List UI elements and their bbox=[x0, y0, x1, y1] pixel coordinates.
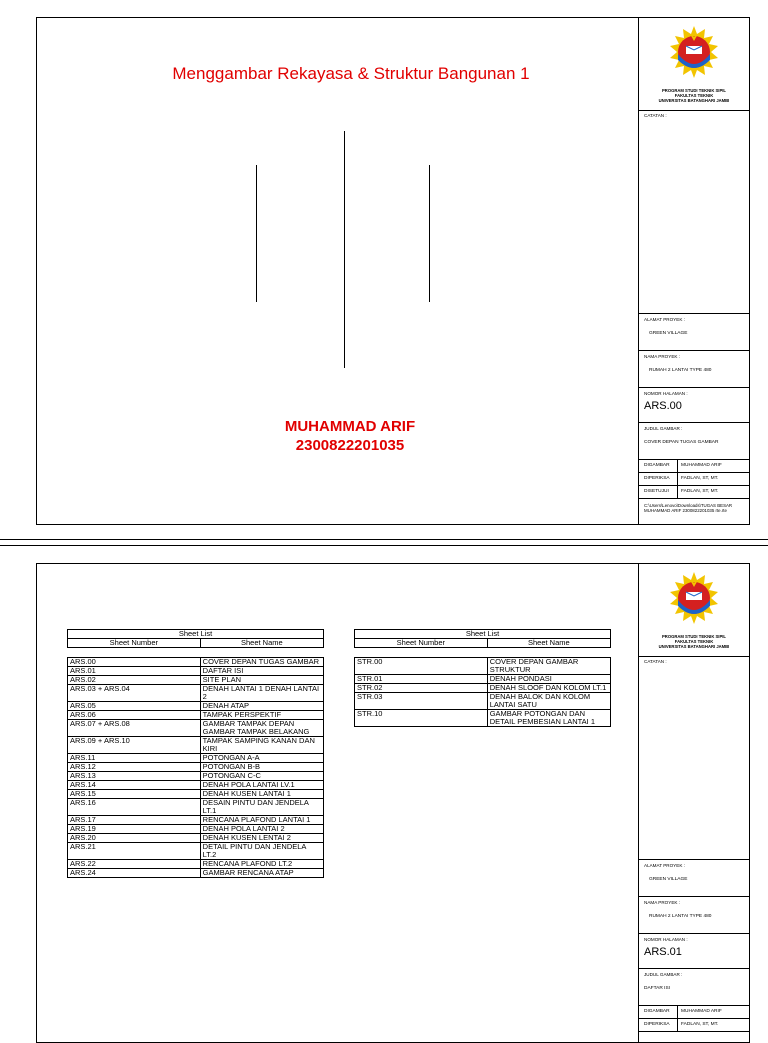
sheet-name-cell: POTONGAN C-C bbox=[200, 772, 323, 781]
sheet-name-cell: DETAIL PINTU DAN JENDELA LT.2 bbox=[200, 843, 323, 860]
sheet-number-cell: ARS.12 bbox=[68, 763, 201, 772]
table-row bbox=[68, 843, 324, 860]
digambar-label: DIGAMBAR bbox=[644, 463, 670, 468]
sheet-name-cell: DENAH LANTAI 1 DENAH LANTAI 2 bbox=[200, 685, 323, 702]
alamat-label: ALAMAT PROYEK : bbox=[644, 317, 685, 322]
nama-proyek-label: NAMA PROYEK : bbox=[644, 354, 680, 359]
sheet-number-cell: ARS.03 + ARS.04 bbox=[68, 685, 201, 702]
judul-label: JUDUL GAMBAR : bbox=[644, 426, 683, 431]
column-header-name: Sheet Name bbox=[200, 639, 323, 648]
table-row bbox=[68, 667, 324, 676]
sheet-number-cell: ARS.01 bbox=[68, 667, 201, 676]
table-title: Sheet List bbox=[68, 630, 324, 639]
table-row bbox=[68, 754, 324, 763]
sheet-name-cell: POTONGAN B-B bbox=[200, 763, 323, 772]
column-header-number: Sheet Number bbox=[355, 639, 488, 648]
judul-value: DAFTAR ISI bbox=[644, 986, 671, 991]
nomor-section-2 bbox=[639, 933, 749, 969]
table-row bbox=[68, 720, 324, 737]
diperiksa-value: FADLAN, ST, MT. bbox=[681, 476, 719, 481]
judul-section bbox=[639, 422, 749, 460]
sheet-name-cell: COVER DEPAN TUGAS GAMBAR bbox=[200, 658, 323, 667]
judul-value: COVER DEPAN TUGAS GAMBAR bbox=[644, 440, 719, 445]
table-row bbox=[68, 763, 324, 772]
university-name bbox=[639, 88, 749, 103]
sheet-name-cell: POTONGAN A-A bbox=[200, 754, 323, 763]
divider-line-center bbox=[344, 131, 345, 368]
sheet-number-cell: STR.02 bbox=[355, 684, 488, 693]
sheet-number-cell: ARS.17 bbox=[68, 816, 201, 825]
nomor-section bbox=[639, 387, 749, 423]
sheet-number-cell: ARS.16 bbox=[68, 799, 201, 816]
table-body-str bbox=[355, 658, 611, 727]
faculty-name: FAKULTAS TEKNIK bbox=[674, 93, 714, 98]
sheet-name-cell: DENAH KUSEN LENTAI 2 bbox=[200, 834, 323, 843]
sheet-name-cell: GAMBAR TAMPAK DEPAN GAMBAR TAMPAK BELAKANG bbox=[200, 720, 323, 737]
logo-section-2 bbox=[639, 564, 749, 657]
sheet-number-cell: ARS.20 bbox=[68, 834, 201, 843]
sheet-name-cell: DESAIN PINTU DAN JENDELA LT.1 bbox=[200, 799, 323, 816]
nama-proyek-value: RUMAH 2 LANTAI TYPE 480 bbox=[649, 368, 712, 373]
diperiksa-value: FADLAN, ST, MT. bbox=[681, 1022, 719, 1027]
digambar-value: MUHAMMAD ARIF bbox=[681, 463, 722, 468]
university-name-line: UNIVERSITAS BATANGHARI JAMBI bbox=[658, 644, 730, 649]
university-logo-icon bbox=[666, 570, 722, 626]
table-body-ars bbox=[68, 658, 324, 878]
sheet-number-cell: ARS.05 bbox=[68, 702, 201, 711]
table-row bbox=[68, 702, 324, 711]
sheet-number-cell: ARS.24 bbox=[68, 869, 201, 878]
sheet-number-cell: STR.10 bbox=[355, 710, 488, 727]
nama-proyek-section-2 bbox=[639, 896, 749, 934]
title-block-2 bbox=[638, 564, 749, 1042]
diperiksa-label: DIPERIKSA bbox=[644, 476, 670, 481]
alamat-value: GREEN VILLAGE bbox=[649, 877, 688, 882]
disetujui-label: DISETUJUI bbox=[644, 489, 669, 494]
judul-label: JUDUL GAMBAR : bbox=[644, 972, 683, 977]
table-row bbox=[68, 869, 324, 878]
nama-proyek-label: NAMA PROYEK : bbox=[644, 900, 680, 905]
digambar-row bbox=[639, 459, 749, 473]
judul-section-2 bbox=[639, 968, 749, 1006]
nama-proyek-section bbox=[639, 350, 749, 388]
alamat-section bbox=[639, 313, 749, 351]
sheet-name-cell: GAMBAR RENCANA ATAP bbox=[200, 869, 323, 878]
sheet-number-cell: ARS.00 bbox=[68, 658, 201, 667]
sheet-number-cell: ARS.22 bbox=[68, 860, 201, 869]
table-row bbox=[68, 737, 324, 754]
cover-title: Menggambar Rekayasa & Struktur Bangunan 1 bbox=[172, 64, 530, 83]
disetujui-row bbox=[639, 485, 749, 499]
table-row bbox=[68, 658, 324, 667]
catatan-label: CATATAN : bbox=[644, 659, 667, 664]
sheet-number-cell: ARS.21 bbox=[68, 843, 201, 860]
sheet-name-cell: GAMBAR POTONGAN DAN DETAIL PEMBESIAN LANTAI 1 bbox=[487, 710, 610, 727]
digambar-row-2 bbox=[639, 1005, 749, 1019]
sheet-name-cell: TAMPAK SAMPING KANAN DAN KIRI bbox=[200, 737, 323, 754]
table-row bbox=[355, 658, 611, 675]
file-path: C:\Users\Lenovo\Downloads\TUGAS BESAR MUHAMMAD ARIF 2300822201035 rte.rte bbox=[644, 503, 733, 513]
sheet-number-cell: ARS.09 + ARS.10 bbox=[68, 737, 201, 754]
catatan-label: CATATAN : bbox=[644, 113, 667, 118]
digambar-label: DIGAMBAR bbox=[644, 1009, 670, 1014]
program-name: PROGRAM STUDI TEKNIK SIPIL bbox=[662, 88, 726, 93]
sheet-number-cell: ARS.07 + ARS.08 bbox=[68, 720, 201, 737]
sheet-number-cell: ARS.13 bbox=[68, 772, 201, 781]
sheet-name-cell: DAFTAR ISI bbox=[200, 667, 323, 676]
sheet-number-cell: STR.03 bbox=[355, 693, 488, 710]
alamat-value: GREEN VILLAGE bbox=[649, 331, 688, 336]
sheet-name-cell: DENAH POLA LANTAI 2 bbox=[200, 825, 323, 834]
sheet-name-cell: DENAH BALOK DAN KOLOM LANTAI SATU bbox=[487, 693, 610, 710]
column-header-name: Sheet Name bbox=[487, 639, 610, 648]
sheet-daftar-isi bbox=[0, 545, 768, 1027]
author-name: MUHAMMAD ARIF bbox=[284, 418, 416, 435]
disetujui-value: FADLAN, ST, MT. bbox=[681, 489, 719, 494]
sheet-list-table-str bbox=[354, 629, 611, 727]
column-header-number: Sheet Number bbox=[68, 639, 201, 648]
divider-line-left bbox=[256, 165, 257, 302]
nomor-label: NOMOR HALAMAN : bbox=[644, 937, 688, 942]
sheet-list-table-ars bbox=[67, 629, 324, 878]
nomor-label: NOMOR HALAMAN : bbox=[644, 391, 688, 396]
sheet-name-cell: DENAH SLOOF DAN KOLOM LT.1 bbox=[487, 684, 610, 693]
sheet-name-cell: DENAH ATAP bbox=[200, 702, 323, 711]
alamat-label: ALAMAT PROYEK : bbox=[644, 863, 685, 868]
title-block bbox=[638, 18, 749, 524]
table-row bbox=[355, 710, 611, 727]
table-row bbox=[68, 816, 324, 825]
page-number: ARS.01 bbox=[644, 946, 682, 958]
faculty-name: FAKULTAS TEKNIK bbox=[674, 639, 714, 644]
alamat-section-2 bbox=[639, 859, 749, 897]
page-number: ARS.00 bbox=[644, 400, 682, 412]
nama-proyek-value: RUMAH 2 LANTAI TYPE 480 bbox=[649, 914, 712, 919]
table-row bbox=[68, 685, 324, 702]
sheet-name-cell: TAMPAK PERSPEKTIF bbox=[200, 711, 323, 720]
sheet-name-cell: DENAH KUSEN LANTAI 1 bbox=[200, 790, 323, 799]
sheet-name-cell: DENAH POLA LANTAI LV.1 bbox=[200, 781, 323, 790]
sheet-name-cell: SITE PLAN bbox=[200, 676, 323, 685]
divider-line-right bbox=[429, 165, 430, 302]
author-id: 2300822201035 bbox=[295, 437, 405, 454]
table-title: Sheet List bbox=[355, 630, 611, 639]
sheet-number-cell: ARS.11 bbox=[68, 754, 201, 763]
sheet-number-cell: ARS.02 bbox=[68, 676, 201, 685]
diperiksa-row-2 bbox=[639, 1018, 749, 1032]
program-name: PROGRAM STUDI TEKNIK SIPIL bbox=[662, 634, 726, 639]
university-logo-icon bbox=[666, 24, 722, 80]
sheet-number-cell: STR.01 bbox=[355, 675, 488, 684]
sheet-number-cell: STR.00 bbox=[355, 658, 488, 675]
sheet-number-cell: ARS.15 bbox=[68, 790, 201, 799]
sheet-number-cell: ARS.19 bbox=[68, 825, 201, 834]
sheet-number-cell: ARS.14 bbox=[68, 781, 201, 790]
university-name-line: UNIVERSITAS BATANGHARI JAMBI bbox=[658, 98, 730, 103]
catatan-section bbox=[639, 110, 749, 314]
diperiksa-row bbox=[639, 472, 749, 486]
sheet-number-cell: ARS.06 bbox=[68, 711, 201, 720]
sheet-name-cell: RENCANA PLAFOND LANTAI 1 bbox=[200, 816, 323, 825]
digambar-value: MUHAMMAD ARIF bbox=[681, 1009, 722, 1014]
diperiksa-label: DIPERIKSA bbox=[644, 1022, 670, 1027]
table-row bbox=[355, 693, 611, 710]
sheet-name-cell: COVER DEPAN GAMBAR STRUKTUR bbox=[487, 658, 610, 675]
sheet-name-cell: DENAH PONDASI bbox=[487, 675, 610, 684]
catatan-section-2 bbox=[639, 656, 749, 860]
table-row bbox=[68, 799, 324, 816]
university-name bbox=[639, 634, 749, 649]
sheet-name-cell: RENCANA PLAFOND LT.2 bbox=[200, 860, 323, 869]
